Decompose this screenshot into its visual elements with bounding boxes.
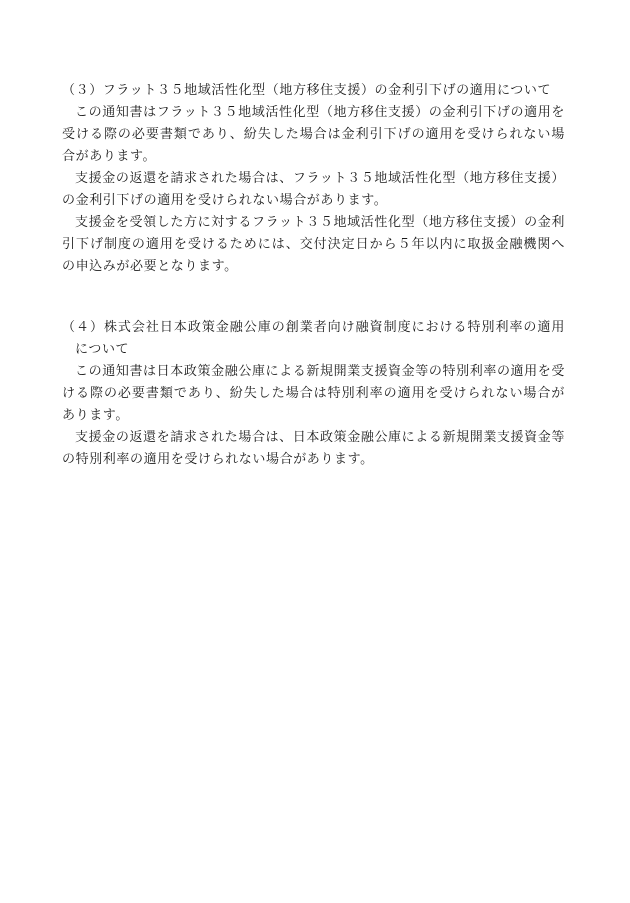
section-paragraph: この通知書はフラット３５地域活性化型（地方移住支援）の金利引下げの適用を受ける際の必要書類であり、紛失した場合は金利引下げの適用を受けられない場合があります。 [62, 105, 565, 164]
section-jfc-loan [62, 317, 565, 471]
section-heading: （３）フラット３５地域活性化型（地方移住支援）の金利引下げの適用について [62, 83, 552, 98]
section-heading: （４）株式会社日本政策金融公庫の創業者向け融資制度における特別利率の適用について [62, 320, 565, 357]
section-paragraph: 支援金の返還を請求された場合は、フラット３５地域活性化型（地方移住支援）の金利引下げの適用を受けられない場合があります。 [62, 171, 565, 208]
section-paragraph: 支援金を受領した方に対するフラット３５地域活性化型（地方移住支援）の金利引下げ制度の適用を受けるためには、交付決定日から５年以内に取扱金融機関への申込みが必要となります。 [62, 215, 565, 274]
section-flat35 [62, 80, 565, 278]
section-paragraph: この通知書は日本政策金融公庫による新規開業支援資金等の特別利率の適用を受ける際の必要書類であり、紛失した場合は特別利率の適用を受けられない場合があります。 [62, 364, 565, 423]
section-paragraph: 支援金の返還を請求された場合は、日本政策金融公庫による新規開業支援資金等の特別利率の適用を受けられない場合があります。 [62, 430, 565, 467]
